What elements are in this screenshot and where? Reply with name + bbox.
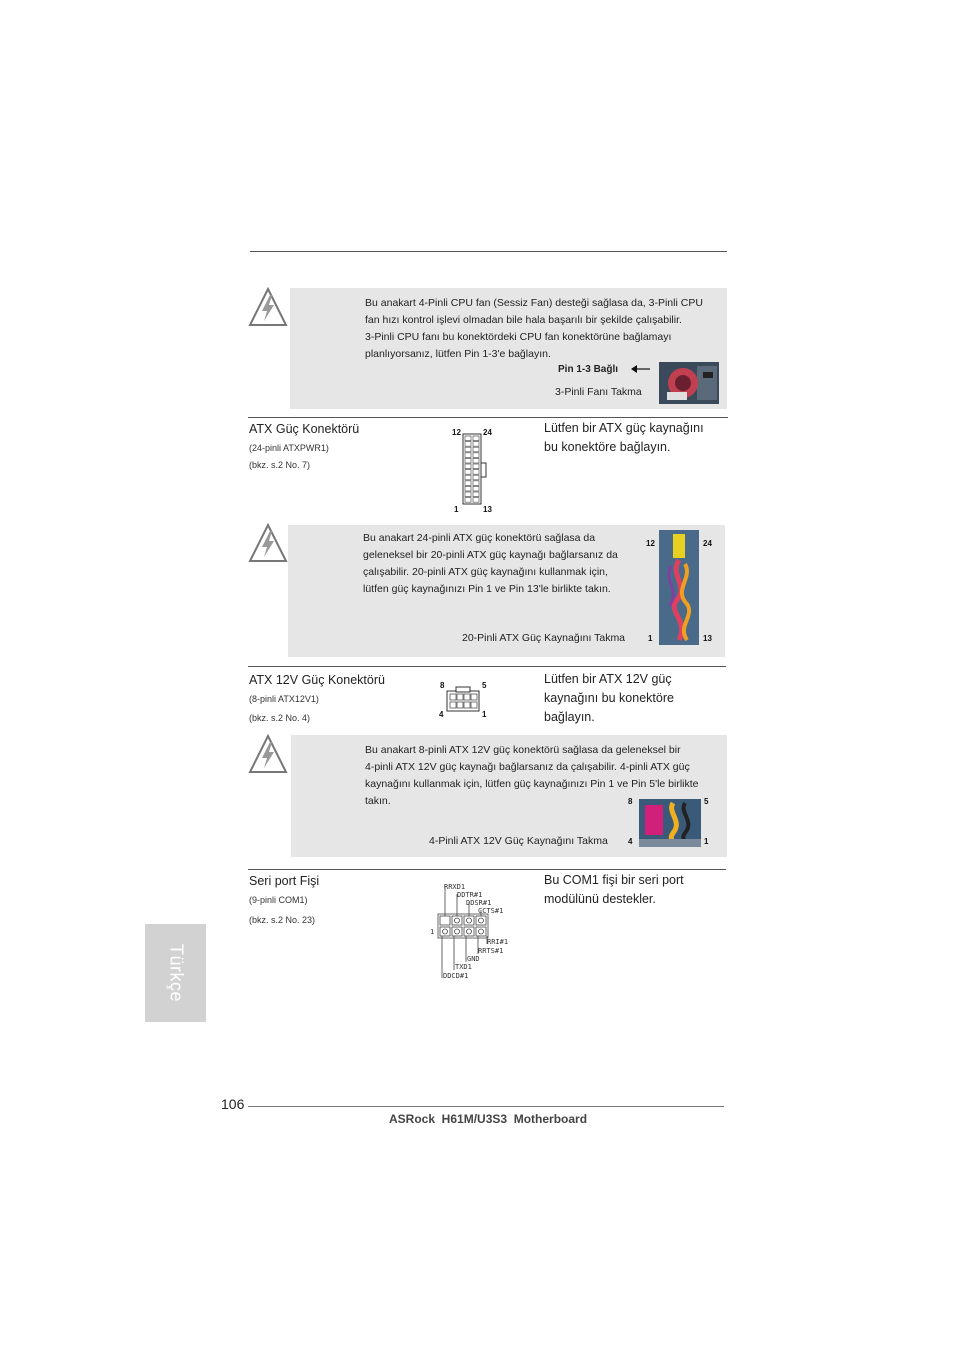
- atx-pin-label-13: 13: [483, 505, 492, 514]
- atx12v-4pin-photo: [639, 799, 701, 847]
- atx-power-model: (24-pinli ATXPWR1): [249, 443, 329, 453]
- atx-note-caption: 20-Pinli ATX Güç Kaynağını Takma: [462, 632, 626, 644]
- serial-model: (9-pinli COM1): [249, 895, 308, 905]
- atx12v-8pin-connector-diagram: [446, 686, 480, 712]
- atx12v-desc: Lütfen bir ATX 12V güç kaynağını bu konektöre bağlayın.: [544, 672, 674, 724]
- atx12v-photo-pin-4: 4: [628, 837, 633, 846]
- atx12v-photo-pin-1: 1: [704, 837, 709, 846]
- arrow-left-icon: [631, 364, 651, 374]
- serial-desc: Bu COM1 fişi bir seri port modülünü destekler.: [544, 873, 684, 906]
- section-rule: [248, 417, 728, 418]
- top-rule: [250, 251, 727, 252]
- atx-power-title: ATX Güç Konektörü: [249, 422, 360, 436]
- fan-connector-photo: [659, 362, 719, 404]
- serial-pin-ddtr1: DDTR#1: [457, 891, 483, 899]
- serial-ref: (bkz. s.2 No. 23): [249, 915, 316, 925]
- warning-icon: [248, 287, 288, 327]
- atx12v-note-text: Bu anakart 8-pinli ATX 12V güç konektörü sağlasa da geleneksel bir 4-pinli ATX 12V güç kaynağı bağlarsanız da çalışabilir. 4-pinli ATX güç kaynağını kullanmak için, lütfen güç kaynağınızı Pin 1 ve Pin 5'le birlikte takın.: [365, 744, 699, 807]
- atx-photo-pin-13: 13: [703, 634, 712, 643]
- language-label: Türkçe: [166, 943, 186, 1003]
- serial-pin-1-label: 1: [430, 928, 435, 936]
- atx12v-pin-label-1: 1: [482, 710, 487, 719]
- atx-20pin-photo: [659, 530, 699, 645]
- atx12v-note-caption: 4-Pinli ATX 12V Güç Kaynağını Takma: [429, 835, 608, 847]
- atx-power-desc: Lütfen bir ATX güç kaynağını bu konektöre bağlayın.: [544, 421, 704, 454]
- serial-pin-ddsr1: DDSR#1: [466, 899, 492, 907]
- serial-pin-rrxd1: RRXD1: [444, 883, 466, 891]
- atx12v-model: (8-pinli ATX12V1): [249, 694, 319, 704]
- section-rule: [248, 869, 726, 870]
- atx12v-ref: (bkz. s.2 No. 4): [249, 713, 311, 723]
- section-rule: [248, 666, 726, 667]
- serial-pin-gnd: GND: [467, 955, 480, 963]
- serial-pin-ccts1: CCTS#1: [478, 907, 504, 915]
- atx12v-photo-pin-5: 5: [704, 797, 709, 806]
- serial-pin-txd1: TXD1: [455, 963, 472, 971]
- serial-pin-rri1: RRI#1: [487, 938, 509, 946]
- atx-note-text: Bu anakart 24-pinli ATX güç konektörü sağlasa da geleneksel bir 20-pinli ATX güç kaynağı bağlarsanız da çalışabilir. 20-pinli ATX güç kaynağını kullanmak için, lütfen güç kaynağınızı Pin 1 ve Pin 13'le birlikte takın.: [363, 532, 618, 595]
- serial-pin-rrts1: RRTS#1: [478, 947, 504, 955]
- atx-pin-label-24: 24: [483, 428, 492, 437]
- pin-connected-label: Pin 1-3 Bağlı: [558, 364, 619, 375]
- serial-com1-pin-diagram: [428, 878, 518, 982]
- atx-pin-label-12: 12: [452, 428, 461, 437]
- atx-photo-pin-24: 24: [703, 539, 712, 548]
- atx-power-ref: (bkz. s.2 No. 7): [249, 460, 311, 470]
- atx12v-title: ATX 12V Güç Konektörü: [249, 673, 385, 687]
- language-side-tab: [145, 924, 206, 1022]
- atx-24pin-connector-diagram: [462, 433, 488, 505]
- atx12v-pin-label-8: 8: [440, 681, 445, 690]
- atx-photo-pin-1: 1: [648, 634, 653, 643]
- atx-pin-label-1: 1: [454, 505, 459, 514]
- atx12v-pin-label-5: 5: [482, 681, 487, 690]
- serial-title: Seri port Fişi: [249, 874, 320, 888]
- footer-rule: [248, 1106, 724, 1107]
- warning-icon: [248, 523, 288, 563]
- cpu-fan-caption: 3-Pinli Fanı Takma: [555, 386, 642, 398]
- atx12v-photo-pin-8: 8: [628, 797, 633, 806]
- atx-photo-pin-12: 12: [646, 539, 655, 548]
- page-number: 106: [221, 1096, 245, 1112]
- serial-pin-dcd1: DDCD#1: [443, 972, 469, 980]
- atx12v-pin-label-4: 4: [439, 710, 444, 719]
- warning-icon: [248, 734, 288, 774]
- product-name: ASRock H61M/U3S3 Motherboard: [389, 1112, 588, 1126]
- cpu-fan-note-text: Bu anakart 4-Pinli CPU fan (Sessiz Fan) desteği sağlasa da, 3-Pinli CPU fan hızı kontrol işlevi olmadan bile hala başarılı bir şekilde çalışabilir. 3-Pinli CPU fanı bu konektördeki CPU fan konektörüne bağlamayı planlıyorsanız, lütfen Pin 1-3'e bağlayın.: [365, 297, 703, 360]
